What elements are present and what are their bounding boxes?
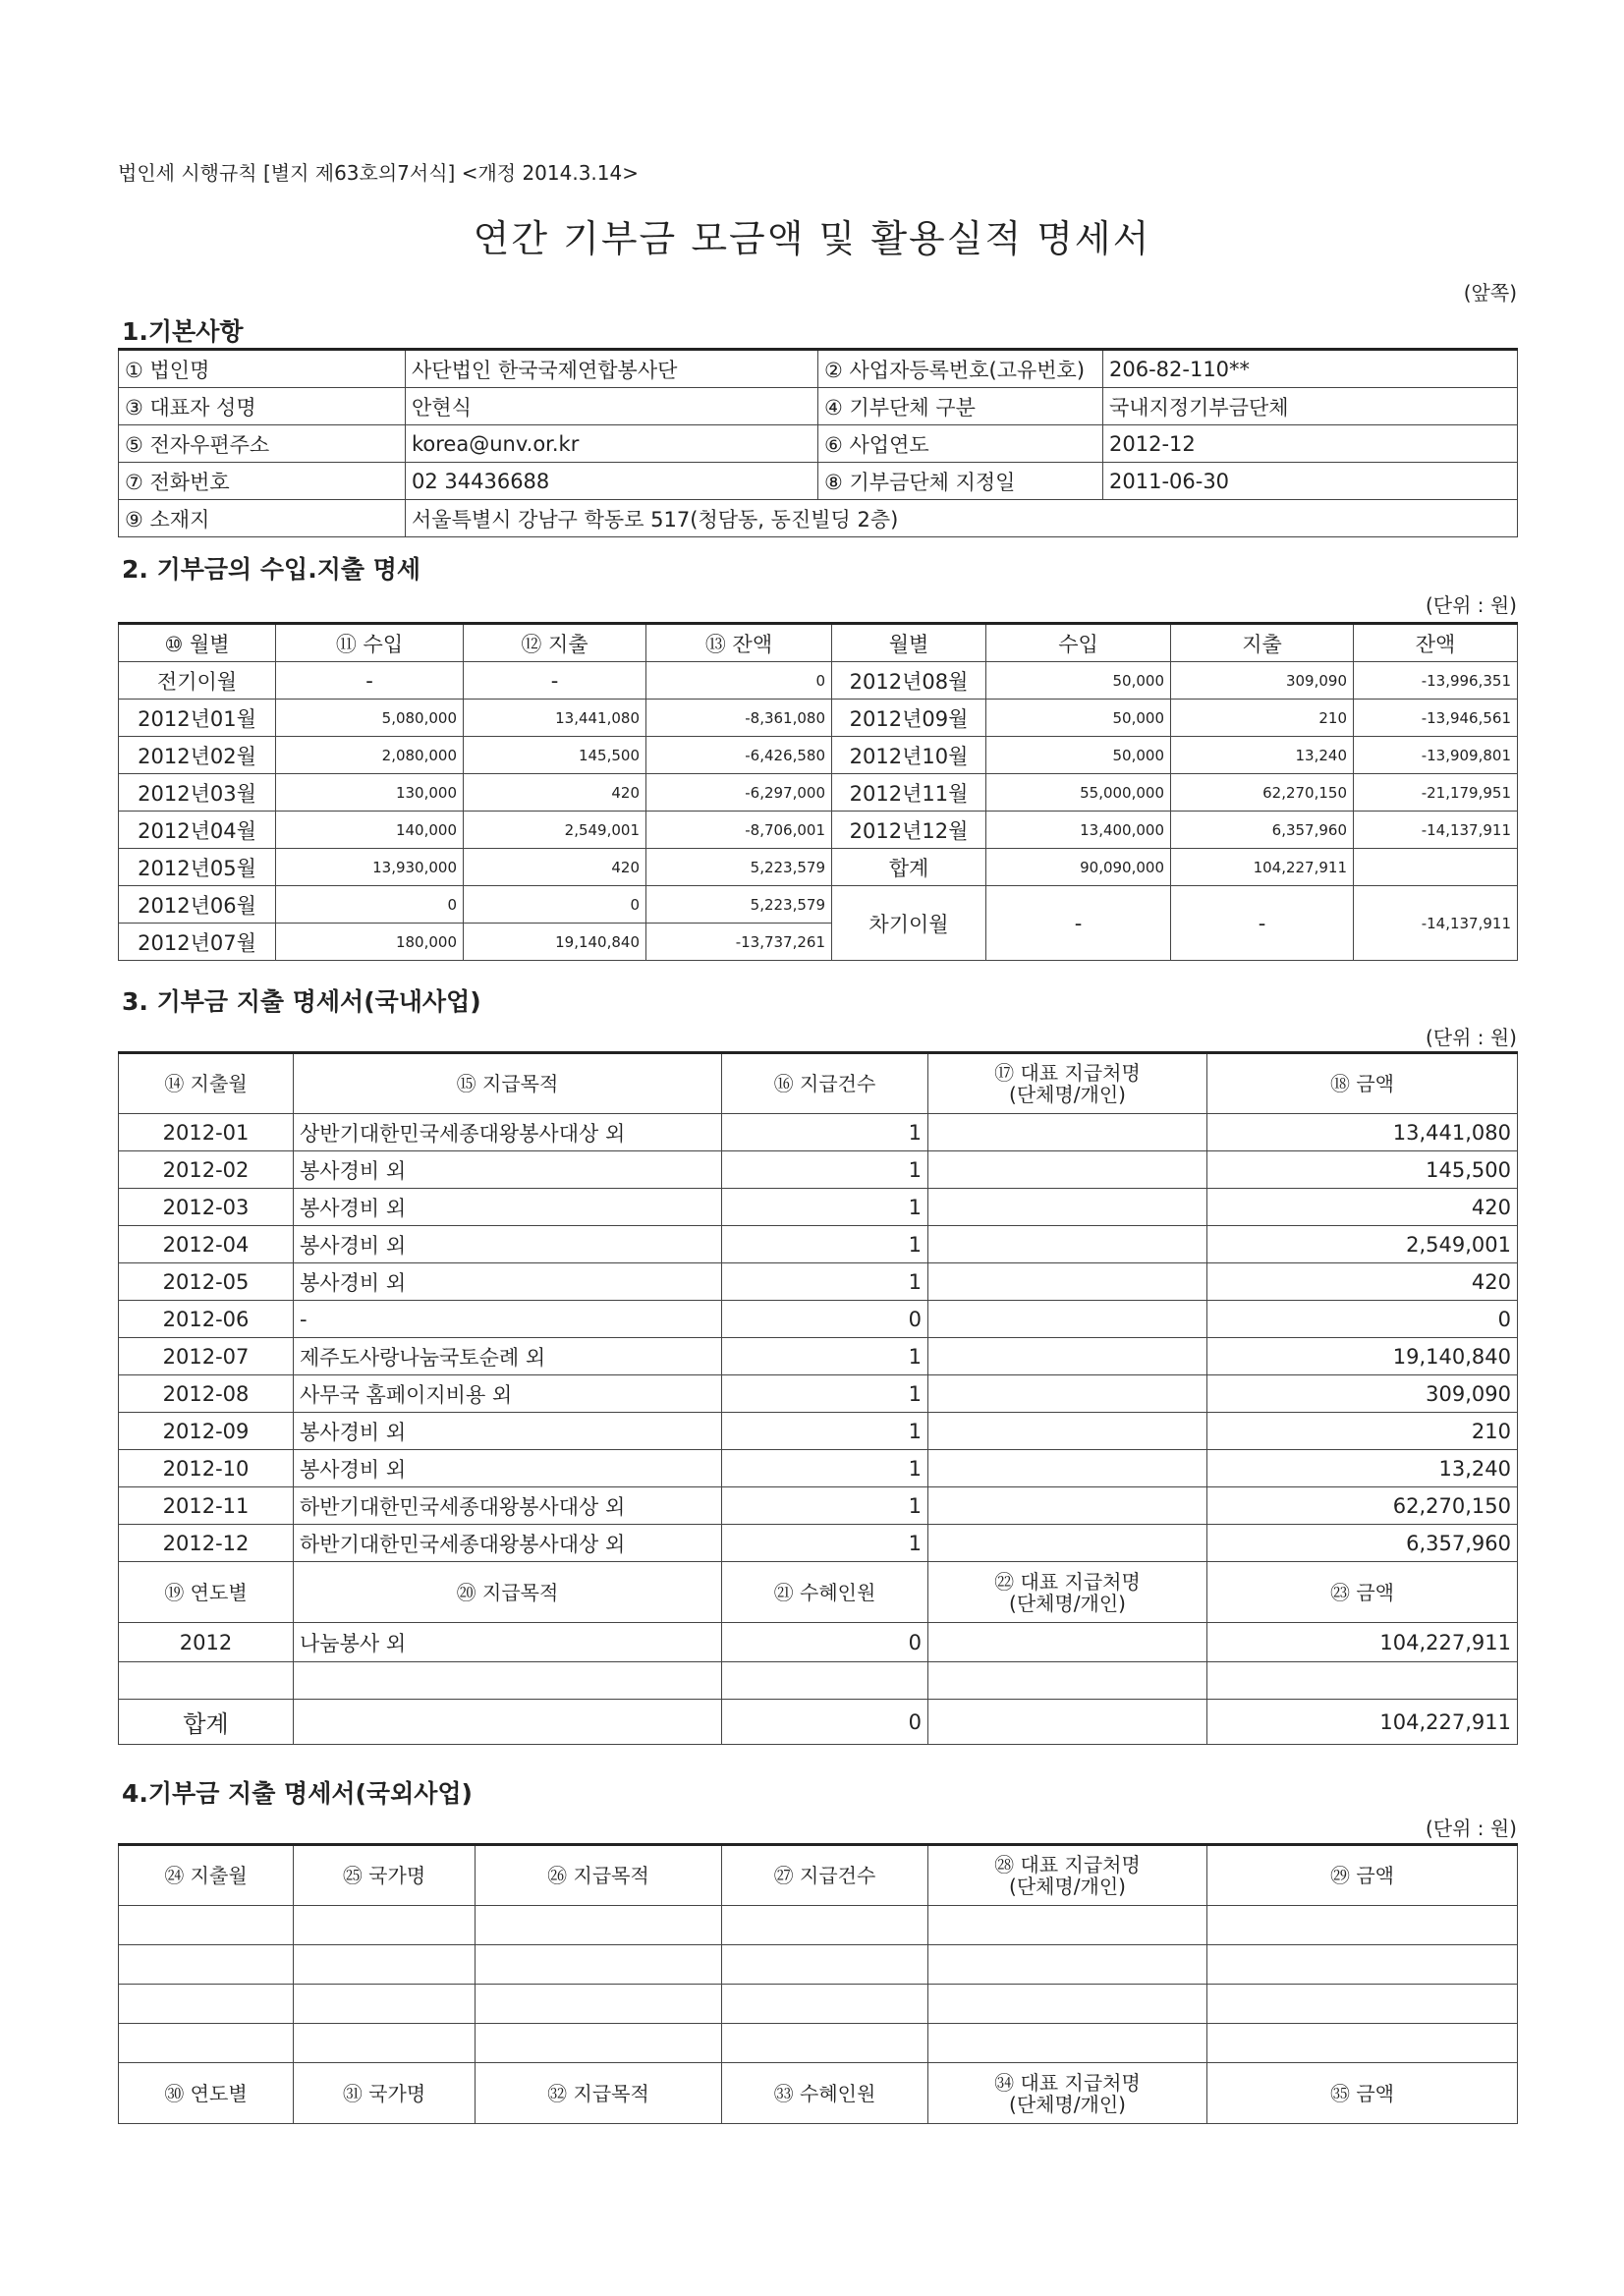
empty-cell (119, 1906, 294, 1945)
empty-cell (722, 1985, 928, 2024)
column-header: ㉜ 지급목적 (476, 2063, 722, 2124)
income-expense-table (118, 622, 1518, 961)
column-header: ⑪ 수입 (276, 624, 464, 662)
total-label: 합계 (119, 1700, 294, 1745)
month-cell: 2012-11 (119, 1487, 294, 1525)
count-cell: 1 (722, 1413, 928, 1450)
payee-cell (928, 1189, 1207, 1226)
field-label: ⑦ 전화번호 (119, 463, 406, 500)
form-reference: 법인세 시행규칙 [별지 제63호의7서식] <개정 2014.3.14> (118, 161, 639, 185)
amount-cell: 2,549,001 (1207, 1226, 1518, 1263)
month-cell: 2012-04 (119, 1226, 294, 1263)
month-cell: 2012년03월 (119, 774, 276, 812)
column-header: ㉕ 국가명 (294, 1845, 476, 1906)
purpose-cell: 하반기대한민국세종대왕봉사대상 외 (294, 1525, 722, 1562)
amount-cell: - (464, 662, 646, 700)
column-header (928, 1053, 1207, 1114)
amount-cell: 13,240 (1171, 737, 1354, 774)
amount-cell: 0 (276, 886, 464, 924)
amount-cell: 50,000 (986, 662, 1171, 700)
field-value: 206-82-110** (1103, 350, 1518, 388)
amount-cell: -14,137,911 (1354, 812, 1518, 849)
table-row (119, 1413, 1518, 1450)
month-cell: 2012년10월 (832, 737, 986, 774)
field-label: ⑧ 기부금단체 지정일 (818, 463, 1103, 500)
month-cell: 2012-08 (119, 1375, 294, 1413)
table-row (119, 1375, 1518, 1413)
amount-cell: 19,140,840 (1207, 1338, 1518, 1375)
empty-cell (928, 1662, 1207, 1700)
amount-cell: 13,400,000 (986, 812, 1171, 849)
section-4-heading: 4.기부금 지출 명세서(국외사업) (122, 1779, 473, 1808)
amount-cell: 420 (464, 849, 646, 886)
column-header: ㉝ 수혜인원 (722, 2063, 928, 2124)
domestic-expense-table (118, 1051, 1518, 1745)
purpose-cell: 봉사경비 외 (294, 1151, 722, 1189)
field-value: korea@unv.or.kr (406, 425, 818, 463)
column-header: ⑱ 금액 (1207, 1053, 1518, 1114)
amount-cell: 130,000 (276, 774, 464, 812)
field-value: 2012-12 (1103, 425, 1518, 463)
field-value: 국내지정기부금단체 (1103, 388, 1518, 425)
empty-cell (928, 1906, 1207, 1945)
column-header: ㉛ 국가명 (294, 2063, 476, 2124)
month-cell: 2012-12 (119, 1525, 294, 1562)
amount-cell: 50,000 (986, 700, 1171, 737)
count-cell: 1 (722, 1375, 928, 1413)
amount-cell: 210 (1207, 1413, 1518, 1450)
month-cell: 2012년05월 (119, 849, 276, 886)
empty-cell (722, 1906, 928, 1945)
amount-cell: 420 (1207, 1263, 1518, 1301)
column-header: ㉔ 지출월 (119, 1845, 294, 1906)
column-header: ㉟ 금액 (1207, 2063, 1518, 2124)
empty-cell (1207, 1662, 1518, 1700)
table-row (119, 1945, 1518, 1985)
empty-cell (294, 1945, 476, 1985)
amount-cell: 145,500 (1207, 1151, 1518, 1189)
section-3-heading: 3. 기부금 지출 명세서(국내사업) (122, 987, 481, 1016)
field-value: 02 34436688 (406, 463, 818, 500)
count-cell: 1 (722, 1114, 928, 1151)
amount-cell: 104,227,911 (1171, 849, 1354, 886)
basic-info-table (118, 348, 1518, 537)
amount-cell: 0 (646, 662, 832, 700)
overseas-expense-table (118, 1843, 1518, 2124)
field-value: 2011-06-30 (1103, 463, 1518, 500)
empty-cell (928, 1985, 1207, 2024)
empty-cell (119, 1985, 294, 2024)
payee-cell (928, 1114, 1207, 1151)
payee-cell (928, 1226, 1207, 1263)
table-row (119, 2024, 1518, 2063)
amount-cell: 5,223,579 (646, 849, 832, 886)
payee-cell (928, 1338, 1207, 1375)
count-cell: 1 (722, 1151, 928, 1189)
column-header: ㉖ 지급목적 (476, 1845, 722, 1906)
month-cell: 2012년02월 (119, 737, 276, 774)
month-cell: 2012년08월 (832, 662, 986, 700)
payee-cell (928, 1301, 1207, 1338)
month-cell: 2012-03 (119, 1189, 294, 1226)
empty-cell (476, 1985, 722, 2024)
empty-cell (119, 1945, 294, 1985)
count-cell: 1 (722, 1263, 928, 1301)
field-label: ① 법인명 (119, 350, 406, 388)
field-value: 사단법인 한국국제연합봉사단 (406, 350, 818, 388)
amount-cell: 13,240 (1207, 1450, 1518, 1487)
column-header: ㉗ 지급건수 (722, 1845, 928, 1906)
month-cell: 2012-09 (119, 1413, 294, 1450)
empty-cell (722, 2024, 928, 2063)
column-header (928, 1845, 1207, 1906)
purpose-cell: 봉사경비 외 (294, 1189, 722, 1226)
total-amount: 104,227,911 (1207, 1700, 1518, 1745)
month-cell: 2012년04월 (119, 812, 276, 849)
month-cell: 2012-02 (119, 1151, 294, 1189)
amount-cell: -13,996,351 (1354, 662, 1518, 700)
table-row (119, 700, 1518, 737)
amount-cell: 0 (1207, 1301, 1518, 1338)
purpose-cell: 봉사경비 외 (294, 1263, 722, 1301)
header-subline: (단체명/개인) (1009, 1875, 1126, 1898)
purpose-cell: - (294, 1301, 722, 1338)
header-row (119, 624, 1518, 662)
purpose-cell: 봉사경비 외 (294, 1413, 722, 1450)
purpose-cell: 하반기대한민국세종대왕봉사대상 외 (294, 1487, 722, 1525)
year-cell: 2012 (119, 1623, 294, 1662)
amount-cell: 2,080,000 (276, 737, 464, 774)
amount-cell: 5,223,579 (646, 886, 832, 924)
header-line: ㉒ 대표 지급처명 (994, 1569, 1141, 1594)
payee-cell (928, 1525, 1207, 1562)
table-row (119, 1114, 1518, 1151)
table-row (119, 1226, 1518, 1263)
month-cell: 합계 (832, 849, 986, 886)
amount-cell: 104,227,911 (1207, 1623, 1518, 1662)
header-line: ㉘ 대표 지급처명 (994, 1853, 1141, 1876)
payee-cell (928, 1151, 1207, 1189)
payee-cell (928, 1623, 1207, 1662)
payee-cell (928, 1487, 1207, 1525)
carry-cell: - (986, 886, 1171, 961)
empty-cell (1207, 1985, 1518, 2024)
amount-cell: 309,090 (1171, 662, 1354, 700)
amount-cell: 420 (464, 774, 646, 812)
month-cell: 2012년07월 (119, 924, 276, 961)
payee-cell (928, 1413, 1207, 1450)
empty-cell (476, 1906, 722, 1945)
empty-cell (928, 2024, 1207, 2063)
empty-cell (476, 1945, 722, 1985)
column-header: ⑬ 잔액 (646, 624, 832, 662)
empty-cell (119, 1662, 294, 1700)
purpose-cell: 제주도사랑나눔국토순례 외 (294, 1338, 722, 1375)
header-row (119, 2063, 1518, 2124)
count-cell: 0 (722, 1301, 928, 1338)
column-header: ⑩ 월별 (119, 624, 276, 662)
table-row (119, 849, 1518, 886)
month-cell: 2012년12월 (832, 812, 986, 849)
month-cell: 2012-10 (119, 1450, 294, 1487)
amount-cell: 19,140,840 (464, 924, 646, 961)
amount-cell: 0 (464, 886, 646, 924)
count-cell: 1 (722, 1487, 928, 1525)
amount-cell: 62,270,150 (1207, 1487, 1518, 1525)
purpose-cell: 봉사경비 외 (294, 1226, 722, 1263)
empty-cell (294, 1700, 722, 1745)
column-header: ㉚ 연도별 (119, 2063, 294, 2124)
count-cell: 0 (722, 1623, 928, 1662)
header-row (119, 1845, 1518, 1906)
carry-balance: -14,137,911 (1354, 886, 1518, 961)
month-cell: 전기이월 (119, 662, 276, 700)
column-header: ⑫ 지출 (464, 624, 646, 662)
table-row (119, 1151, 1518, 1189)
column-header: ⑯ 지급건수 (722, 1053, 928, 1114)
amount-cell: 5,080,000 (276, 700, 464, 737)
column-header: ⑲ 연도별 (119, 1562, 294, 1623)
empty-cell (928, 1945, 1207, 1985)
table-row (119, 1301, 1518, 1338)
field-label: ② 사업자등록번호(고유번호) (818, 350, 1103, 388)
table-row (119, 737, 1518, 774)
empty-cell (1207, 2024, 1518, 2063)
table-row (119, 1985, 1518, 2024)
amount-cell: 62,270,150 (1171, 774, 1354, 812)
header-row (119, 1562, 1518, 1623)
table-row (119, 1338, 1518, 1375)
document-title: 연간 기부금 모금액 및 활용실적 명세서 (473, 217, 1151, 260)
section-3-unit: (단위 : 원) (1425, 1026, 1517, 1049)
table-row (119, 886, 1518, 924)
side-label: (앞쪽) (1463, 281, 1517, 305)
field-label: ⑥ 사업연도 (818, 425, 1103, 463)
column-header: 지출 (1171, 624, 1354, 662)
count-cell: 1 (722, 1226, 928, 1263)
amount-cell: 140,000 (276, 812, 464, 849)
payee-cell (928, 1450, 1207, 1487)
column-header: ⑭ 지출월 (119, 1053, 294, 1114)
amount-cell: 180,000 (276, 924, 464, 961)
payee-cell (928, 1263, 1207, 1301)
carry-cell: - (1171, 886, 1354, 961)
table-row (119, 1623, 1518, 1662)
month-cell: 2012년09월 (832, 700, 986, 737)
empty-cell (722, 1945, 928, 1985)
amount-cell: 210 (1171, 700, 1354, 737)
amount-cell: -13,946,561 (1354, 700, 1518, 737)
month-cell: 2012-07 (119, 1338, 294, 1375)
column-header: 잔액 (1354, 624, 1518, 662)
column-header: 월별 (832, 624, 986, 662)
table-row (119, 388, 1518, 425)
table-row (119, 350, 1518, 388)
purpose-cell: 봉사경비 외 (294, 1450, 722, 1487)
table-row (119, 1906, 1518, 1945)
field-label: ③ 대표자 성명 (119, 388, 406, 425)
empty-cell (119, 2024, 294, 2063)
total-row (119, 1700, 1518, 1745)
section-4-unit: (단위 : 원) (1425, 1817, 1517, 1840)
address-label: ⑨ 소재지 (119, 500, 406, 537)
table-row (119, 1189, 1518, 1226)
purpose-cell: 사무국 홈페이지비용 외 (294, 1375, 722, 1413)
header-subline: (단체명/개인) (1009, 2092, 1126, 2116)
amount-cell: -13,909,801 (1354, 737, 1518, 774)
header-line: ⑰ 대표 지급처명 (994, 1061, 1141, 1085)
header-subline: (단체명/개인) (1009, 1083, 1126, 1106)
count-cell: 1 (722, 1189, 928, 1226)
amount-cell: -21,179,951 (1354, 774, 1518, 812)
field-label: ④ 기부단체 구분 (818, 388, 1103, 425)
purpose-cell: 나눔봉사 외 (294, 1623, 722, 1662)
header-line: ㉞ 대표 지급처명 (994, 2070, 1141, 2095)
column-header (928, 2063, 1207, 2124)
amount-cell: -8,706,001 (646, 812, 832, 849)
empty-cell (476, 2024, 722, 2063)
amount-cell: -8,361,080 (646, 700, 832, 737)
carry-label: 차기이월 (832, 886, 986, 961)
month-cell: 2012년06월 (119, 886, 276, 924)
header-subline: (단체명/개인) (1009, 1591, 1126, 1615)
table-row (119, 1263, 1518, 1301)
purpose-cell: 상반기대한민국세종대왕봉사대상 외 (294, 1114, 722, 1151)
month-cell: 2012-06 (119, 1301, 294, 1338)
amount-cell: 13,441,080 (1207, 1114, 1518, 1151)
empty-cell (1207, 1906, 1518, 1945)
amount-cell: 55,000,000 (986, 774, 1171, 812)
amount-cell: 13,930,000 (276, 849, 464, 886)
count-cell: 1 (722, 1338, 928, 1375)
header-row (119, 1053, 1518, 1114)
amount-cell: -6,297,000 (646, 774, 832, 812)
section-2-heading: 2. 기부금의 수입.지출 명세 (122, 555, 421, 584)
section-2-unit: (단위 : 원) (1425, 593, 1517, 617)
table-row (119, 500, 1518, 537)
amount-cell: 13,441,080 (464, 700, 646, 737)
table-row (119, 774, 1518, 812)
column-header: ㉓ 금액 (1207, 1562, 1518, 1623)
amount-cell: 90,090,000 (986, 849, 1171, 886)
empty-cell (928, 1700, 1207, 1745)
month-cell: 2012년01월 (119, 700, 276, 737)
table-row (119, 463, 1518, 500)
empty-cell (294, 1662, 722, 1700)
address-value: 서울특별시 강남구 학동로 517(청담동, 동진빌딩 2층) (406, 500, 1518, 537)
field-value: 안현식 (406, 388, 818, 425)
amount-cell: 6,357,960 (1207, 1525, 1518, 1562)
column-header: ⑳ 지급목적 (294, 1562, 722, 1623)
table-row (119, 1525, 1518, 1562)
empty-cell (722, 1662, 928, 1700)
column-header (928, 1562, 1207, 1623)
amount-cell: 145,500 (464, 737, 646, 774)
payee-cell (928, 1375, 1207, 1413)
table-row (119, 1450, 1518, 1487)
month-cell: 2012-01 (119, 1114, 294, 1151)
amount-cell: 420 (1207, 1189, 1518, 1226)
amount-cell: -13,737,261 (646, 924, 832, 961)
column-header: ㉑ 수혜인원 (722, 1562, 928, 1623)
count-cell: 1 (722, 1450, 928, 1487)
empty-cell (294, 2024, 476, 2063)
column-header: ㉙ 금액 (1207, 1845, 1518, 1906)
field-label: ⑤ 전자우편주소 (119, 425, 406, 463)
column-header: ⑮ 지급목적 (294, 1053, 722, 1114)
empty-cell (294, 1985, 476, 2024)
count-cell: 1 (722, 1525, 928, 1562)
amount-cell: - (276, 662, 464, 700)
amount-cell: 309,090 (1207, 1375, 1518, 1413)
amount-cell: 50,000 (986, 737, 1171, 774)
table-row (119, 425, 1518, 463)
amount-cell: 6,357,960 (1171, 812, 1354, 849)
empty-cell (1207, 1945, 1518, 1985)
table-row (119, 812, 1518, 849)
amount-cell: 2,549,001 (464, 812, 646, 849)
month-cell: 2012-05 (119, 1263, 294, 1301)
amount-cell (1354, 849, 1518, 886)
empty-cell (294, 1906, 476, 1945)
table-row (119, 1487, 1518, 1525)
column-header: 수입 (986, 624, 1171, 662)
total-count: 0 (722, 1700, 928, 1745)
amount-cell: -6,426,580 (646, 737, 832, 774)
table-row (119, 662, 1518, 700)
table-row (119, 1662, 1518, 1700)
month-cell: 2012년11월 (832, 774, 986, 812)
section-1-heading: 1.기본사항 (122, 317, 244, 346)
